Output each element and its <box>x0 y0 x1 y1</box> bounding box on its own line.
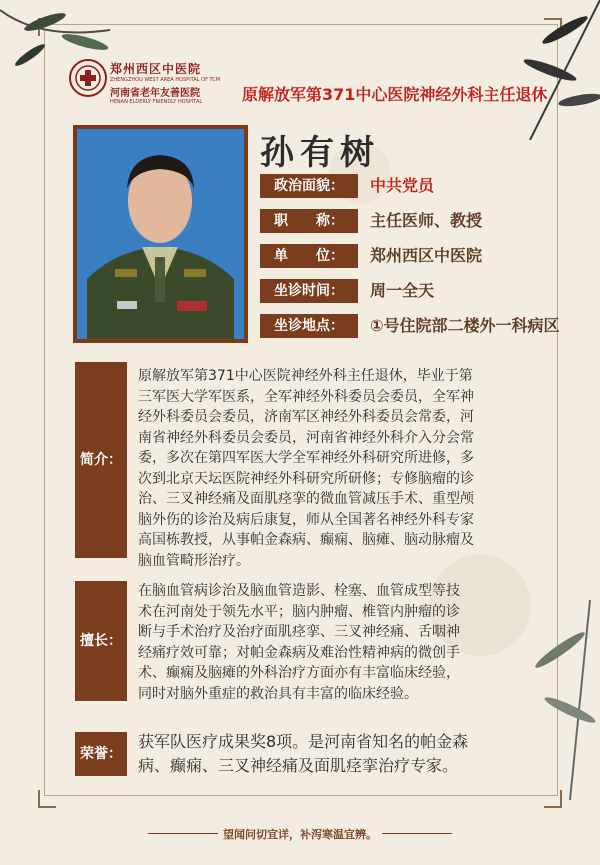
info-value: 郑州西区中医院 <box>370 246 483 265</box>
info-value: 主任医师、教授 <box>370 211 483 230</box>
section-intro <box>75 362 545 569</box>
frame-corner <box>38 790 56 808</box>
text-line: 三军医大学军医系，全军神经外科委员会委员，全军神 <box>138 388 474 405</box>
text-line: 高国栋教授，从事帕金森病、癫痫、脑瘫、脑动脉瘤及 <box>138 532 474 548</box>
text-line: 次到北京天坛医院神经外科研究所研修；专修脑瘤的诊 <box>138 470 474 487</box>
info-value: ①号住院部二楼外一科病区 <box>370 316 560 335</box>
text-line: 获军队医疗成果奖8项。是河南省知名的帕金森 <box>138 732 469 751</box>
section-label: 简介： <box>75 362 127 558</box>
text-line: 病、癫痫、三叉神经痛及面肌痉挛治疗专家。 <box>138 756 459 775</box>
hospital-subname-en: HENAN ELDERLY FRIENDLY HOSPITAL <box>110 99 203 105</box>
text-line: 脑外伤的诊治及病后康复，师从全国著名神经外科专家 <box>138 511 474 528</box>
text-line: 断与手术治疗及治疗面肌痉挛、三叉神经痛、舌咽神 <box>138 624 460 640</box>
info-value: 中共党员 <box>370 176 435 195</box>
text-line: 经外科委员会委员，济南军区神经外科委员会常委，河 <box>138 409 474 425</box>
text-line: 术、癫痫及脑瘫的外科治疗方面亦有丰富临床经验， <box>138 665 460 681</box>
section-label: 荣誉： <box>75 732 127 776</box>
text-line: 脑血管畸形治疗。 <box>138 552 250 569</box>
info-value: 周一全天 <box>370 281 435 300</box>
text-line: 南省神经外科委员会委员，河南省神经外科介入分会常 <box>138 429 474 446</box>
info-label: 政治面貌： <box>260 174 358 198</box>
info-label: 坐诊时间： <box>260 279 358 303</box>
bamboo-decoration-icon <box>470 0 600 140</box>
text-line: 在脑血管病诊治及脑血管造影、栓塞、血管成型等技 <box>138 583 460 599</box>
info-label: 职 称： <box>260 209 358 233</box>
hospital-logo-icon <box>68 58 108 98</box>
headline: 原解放军第371中心医院神经外科主任退休 <box>242 85 548 104</box>
section-label: 擅长： <box>75 581 127 701</box>
hospital-name-en: ZHENGZHOU WEST AREA HOSPITAL OF TCM <box>110 77 221 83</box>
section-text <box>138 366 545 571</box>
section-specialty <box>75 581 545 706</box>
text-line: 术在河南处于领先水平；脑内肿瘤、椎管内肿瘤的诊 <box>138 603 460 620</box>
section-honor <box>75 730 545 780</box>
hospital-subname-cn: 河南省老年友善医院 <box>110 88 200 99</box>
info-label: 坐诊地点： <box>260 314 358 338</box>
text-line: 经痛疗效可靠；对帕金森病及难治性精神病的微创手 <box>138 644 460 661</box>
text-line: 原解放军第371中心医院神经外科主任退休，毕业于第 <box>138 368 473 384</box>
doctor-name: 孙有树 <box>260 133 380 173</box>
info-label: 单 位： <box>260 244 358 268</box>
hospital-name <box>110 60 220 105</box>
hospital-name-cn: 郑州西区中医院 <box>110 62 202 76</box>
text-line: 委，多次在第四军医大学全军神经外科研究所进修，多 <box>138 450 474 466</box>
text-line: 治、三叉神经痛及面肌痉挛的微血管减压手术、重型颅 <box>138 491 474 507</box>
doctor-portrait-icon <box>77 129 244 339</box>
doctor-photo <box>73 125 248 343</box>
section-text <box>138 581 545 704</box>
footer-motto: 望闻问切宜详，补泻寒温宜辨。 <box>223 828 377 841</box>
text-line: 同时对脑外重症的救治具有丰富的临床经验。 <box>138 685 418 702</box>
section-text <box>138 730 545 778</box>
